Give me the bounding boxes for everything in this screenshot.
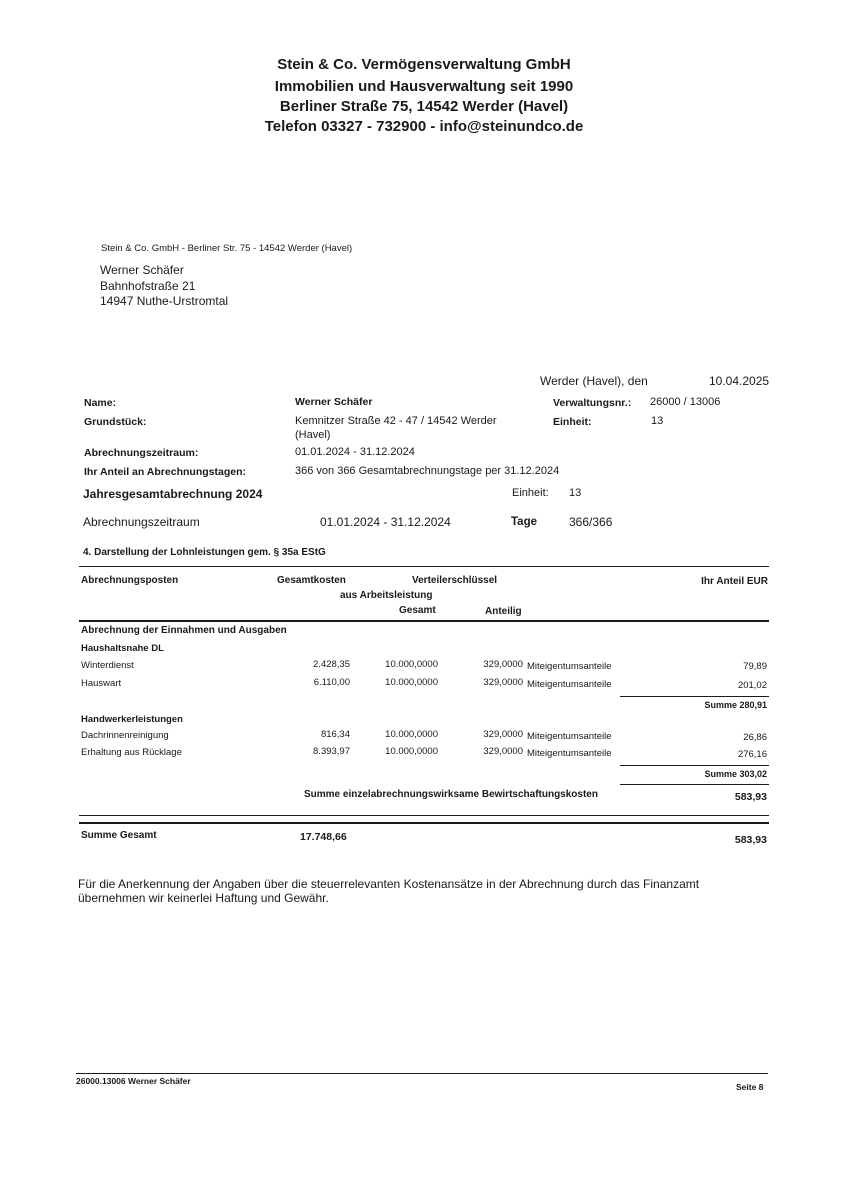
summary-title: Jahresgesamtabrechnung 2024 — [83, 487, 263, 501]
total-rule — [79, 822, 769, 824]
gesamt-value: 583,93 — [734, 834, 767, 846]
group-title-handwerker: Handwerkerleistungen — [81, 714, 183, 725]
row-anteilig: 329,0000 — [483, 677, 523, 688]
subtotal-haushaltsnahe: Summe 280,91 — [704, 700, 767, 710]
summary-zeitraum-value: 01.01.2024 - 31.12.2024 — [320, 515, 451, 529]
section-title: 4. Darstellung der Lohnleistungen gem. § 35a EStG — [83, 547, 326, 558]
table-top-rule — [79, 566, 769, 567]
einzel-value: 583,93 — [734, 791, 767, 803]
row-betrag: 79,89 — [743, 661, 767, 672]
grundstueck-label: Grundstück: — [84, 416, 147, 428]
row-schluessel: Miteigentumsanteile — [527, 731, 612, 742]
row-betrag: 201,02 — [737, 680, 767, 691]
recipient-name: Werner Schäfer — [100, 263, 184, 277]
verwaltungsnr-label: Verwaltungsnr.: — [553, 397, 632, 409]
row-schluessel: Miteigentumsanteile — [527, 748, 612, 759]
row-gesamt: 10.000,0000 — [385, 659, 438, 670]
anteil-label: Ihr Anteil an Abrechnungstagen: — [84, 466, 246, 478]
header-ihr-anteil: Ihr Anteil EUR — [701, 576, 768, 587]
zeitraum-value: 01.01.2024 - 31.12.2024 — [295, 446, 415, 458]
summary-einheit-label: Einheit: — [512, 487, 549, 499]
footer-reference: 26000.13006 Werner Schäfer — [76, 1076, 191, 1086]
verwaltungsnr-value: 26000 / 13006 — [650, 396, 721, 408]
row-schluessel: Miteigentumsanteile — [527, 661, 612, 672]
total-rule-top — [79, 815, 769, 816]
footer-rule — [76, 1073, 768, 1074]
header-posten: Abrechnungsposten — [81, 575, 179, 586]
row-gesamt: 10.000,0000 — [385, 729, 438, 740]
summary-einheit-value: 13 — [569, 487, 582, 499]
place: Werder (Havel), den — [540, 374, 648, 388]
row-kosten: 816,34 — [320, 729, 350, 740]
page-number: Seite 8 — [736, 1082, 764, 1092]
row-name: Winterdienst — [81, 660, 134, 671]
letterhead-address: Berliner Straße 75, 14542 Werder (Havel) — [279, 98, 569, 115]
sender-line: Stein & Co. GmbH - Berliner Str. 75 - 14542 Werder (Havel) — [101, 243, 353, 254]
gesamt-kosten: 17.748,66 — [300, 831, 347, 843]
row-kosten: 8.393,97 — [313, 746, 350, 757]
row-betrag: 276,16 — [737, 749, 767, 760]
letterhead-company: Stein & Co. Vermögensverwaltung GmbH — [277, 56, 571, 73]
summary-zeitraum-label: Abrechnungszeitraum — [83, 515, 200, 529]
row-gesamt: 10.000,0000 — [385, 746, 438, 757]
group-title-haushaltsnahe: Haushaltsnahe DL — [81, 643, 164, 654]
header-arbeitsleistung: aus Arbeitsleistung — [340, 590, 433, 601]
einheit-value: 13 — [651, 415, 664, 427]
einheit-label: Einheit: — [553, 416, 592, 428]
header-gesamtkosten: Gesamtkosten — [277, 575, 346, 586]
summary-tage-label: Tage — [511, 516, 537, 528]
letterhead-contact: Telefon 03327 - 732900 - info@steinundco.de — [264, 118, 584, 135]
subtotal-handwerker: Summe 303,02 — [704, 769, 767, 779]
grundstueck-value-line2: (Havel) — [295, 429, 331, 441]
row-name: Hauswart — [81, 678, 122, 689]
gesamt-label: Summe Gesamt — [81, 830, 157, 841]
row-kosten: 2.428,35 — [313, 659, 350, 670]
subtotal-rule — [620, 784, 769, 785]
letterhead-tagline: Immobilien und Hausverwaltung seit 1990 — [274, 78, 574, 95]
row-kosten: 6.110,00 — [313, 677, 350, 688]
summary-tage-value: 366/366 — [569, 515, 613, 529]
row-name: Erhaltung aus Rücklage — [81, 747, 182, 758]
row-name: Dachrinnenreinigung — [81, 730, 169, 741]
zeitraum-label: Abrechnungszeitraum: — [84, 447, 199, 459]
recipient-street: Bahnhofstraße 21 — [100, 279, 196, 293]
row-schluessel: Miteigentumsanteile — [527, 679, 612, 690]
grundstueck-value-line1: Kemnitzer Straße 42 - 47 / 14542 Werder — [295, 415, 497, 427]
date: 10.04.2025 — [709, 374, 770, 388]
name-value: Werner Schäfer — [295, 396, 373, 408]
subtotal-rule — [620, 696, 769, 697]
header-rule — [79, 620, 769, 622]
einzel-label: Summe einzelabrechnungswirksame Bewirtschaftungskosten — [304, 789, 598, 800]
row-anteilig: 329,0000 — [483, 729, 523, 740]
header-gesamt: Gesamt — [399, 605, 436, 616]
row-gesamt: 10.000,0000 — [385, 677, 438, 688]
name-label: Name: — [84, 397, 117, 409]
recipient-city: 14947 Nuthe-Urstromtal — [100, 294, 229, 308]
group-title: Abrechnung der Einnahmen und Ausgaben — [81, 625, 287, 636]
row-anteilig: 329,0000 — [483, 746, 523, 757]
subtotal-rule — [620, 765, 769, 766]
row-betrag: 26,86 — [743, 732, 767, 743]
row-anteilig: 329,0000 — [483, 659, 523, 670]
header-verteiler: Verteilerschlüssel — [412, 575, 498, 586]
header-anteilig: Anteilig — [485, 606, 522, 617]
disclaimer-line2: übernehmen wir keinerlei Haftung und Gewähr. — [78, 891, 329, 905]
disclaimer-line1: Für die Anerkennung der Angaben über die steuerrelevanten Kostenansätze in der Abrechnung durch das Finanzamt — [78, 877, 700, 891]
anteil-value: 366 von 366 Gesamtabrechnungstage per 31.12.2024 — [295, 465, 560, 477]
